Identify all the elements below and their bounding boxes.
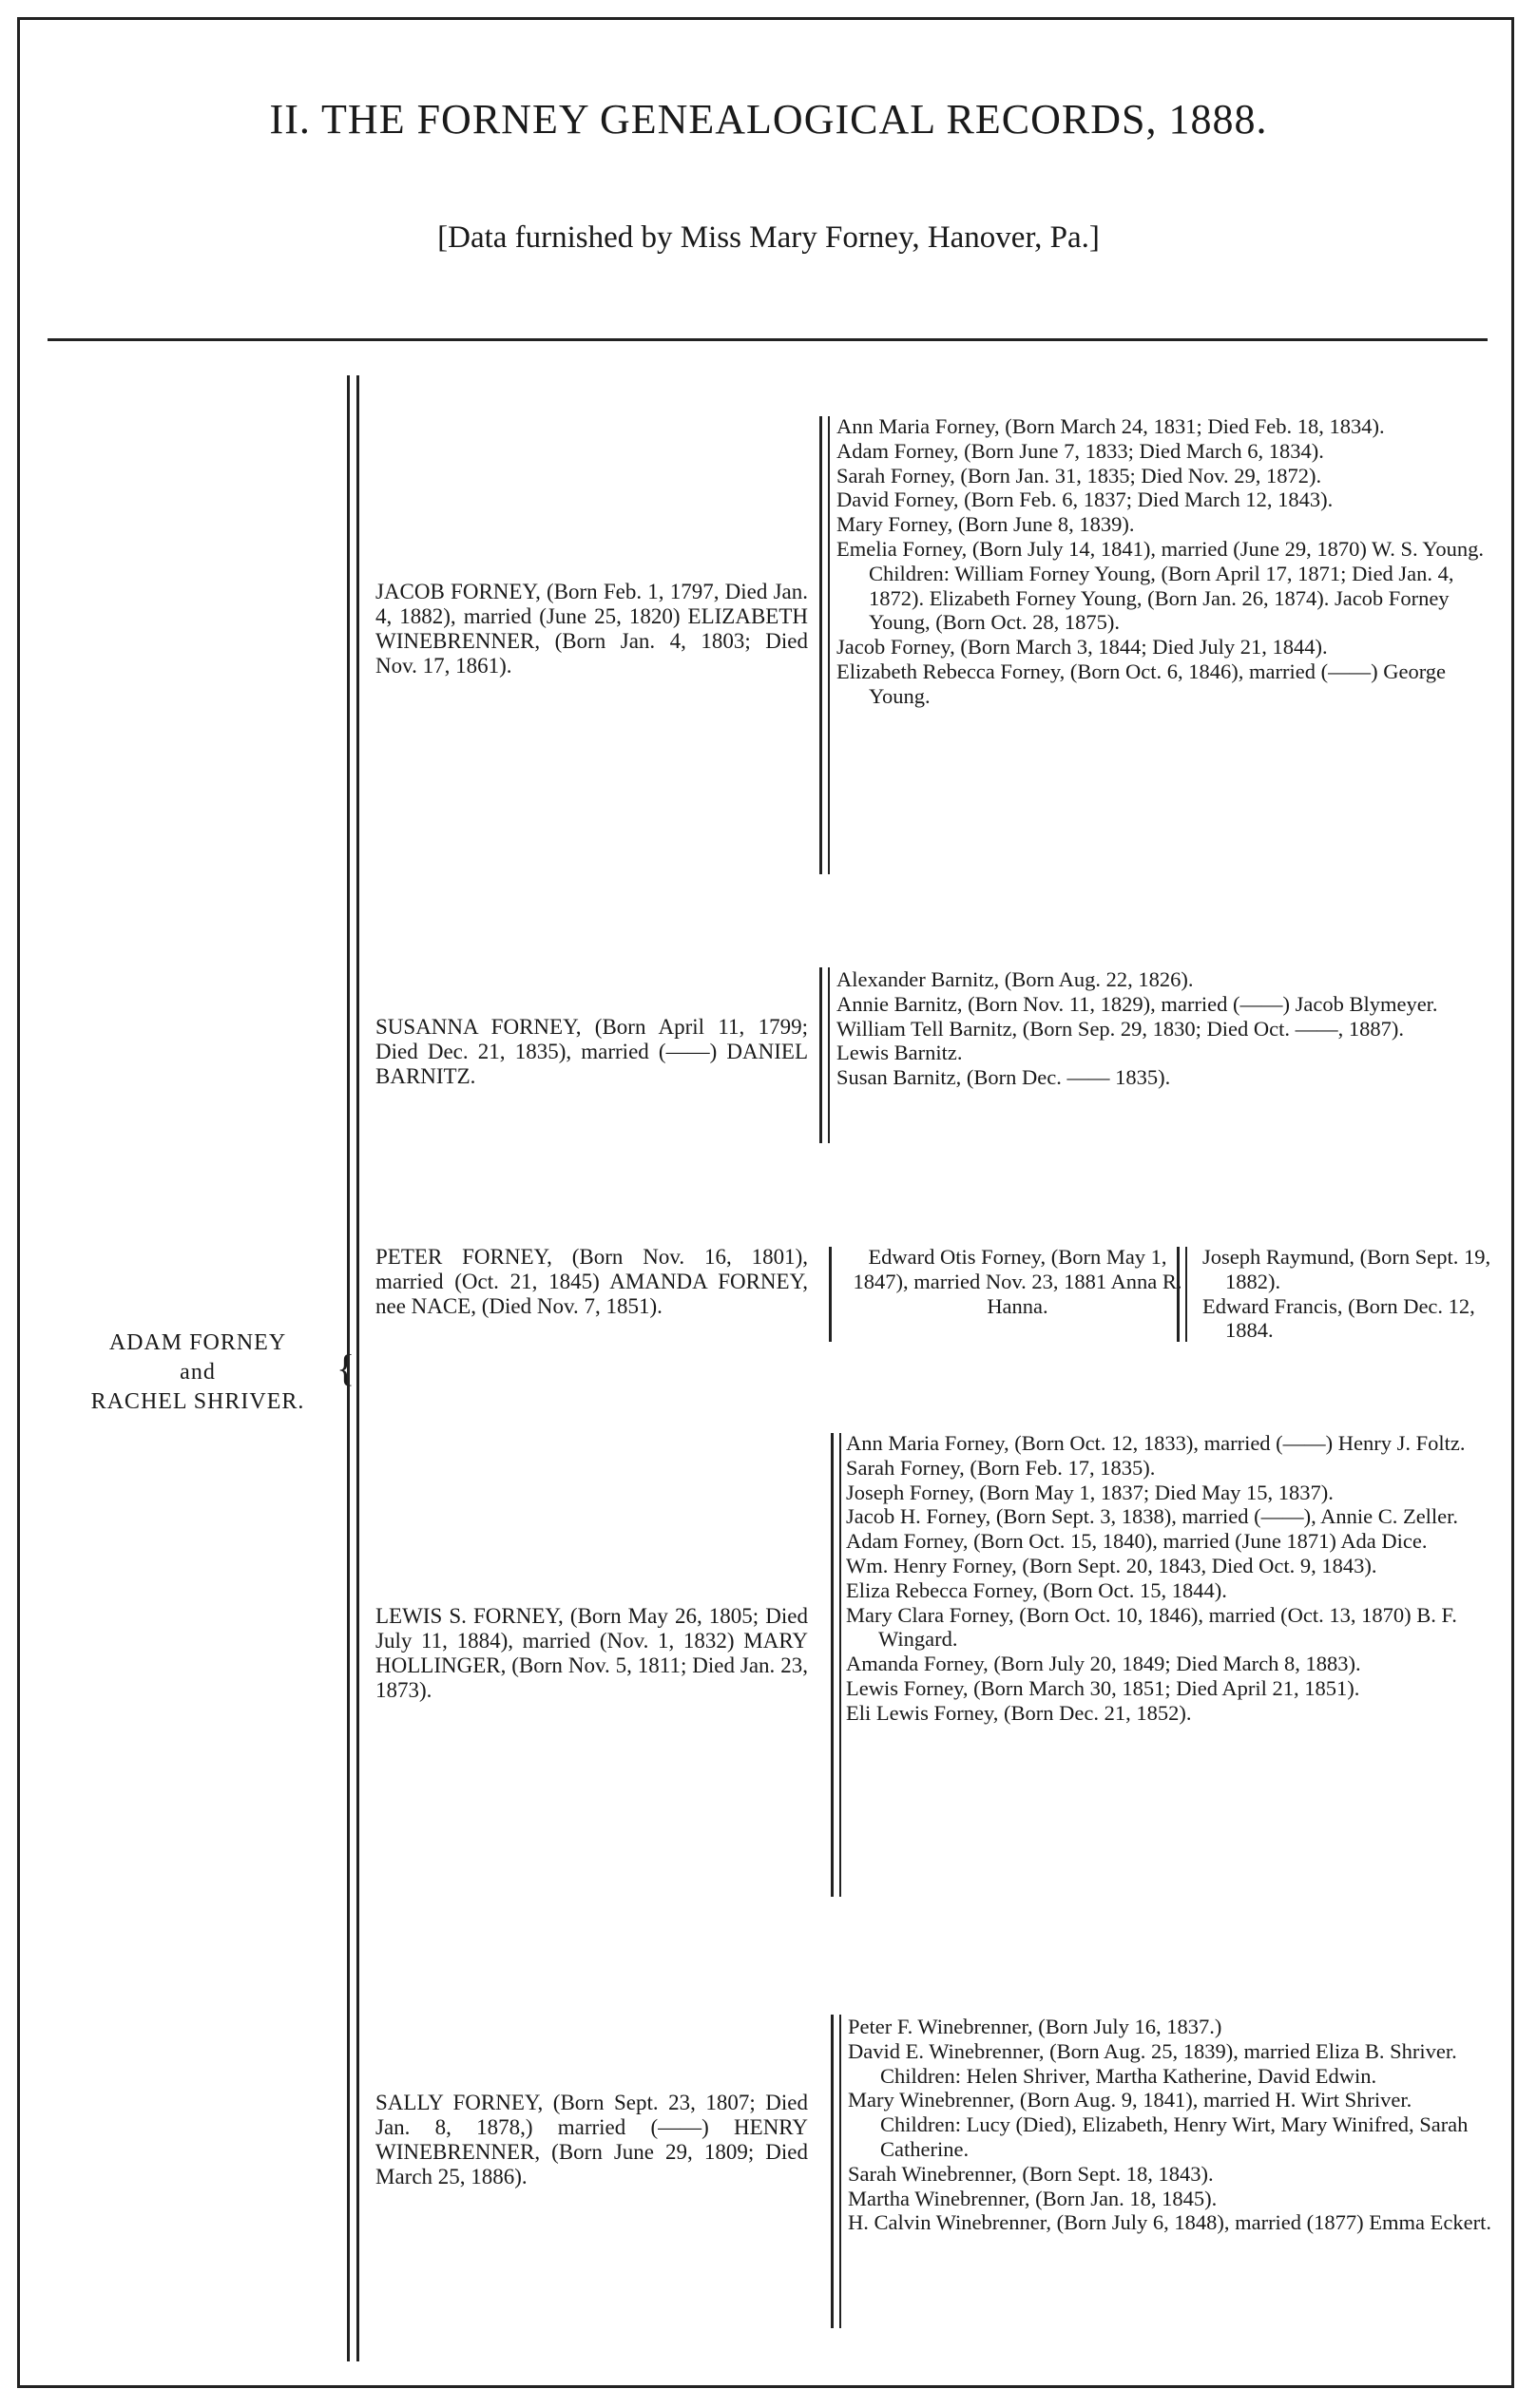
child-jacob-5: Mary Forney, (Born June 8, 1839). <box>836 512 1135 537</box>
child-sally-2: David E. Winebrenner, (Born Aug. 25, 1839), married Eliza B. Shriver. Children: Helen Shriver, Martha Katherine, David Edwin. <box>848 2038 1457 2088</box>
main-bracket <box>347 375 350 2361</box>
page-subtitle: [Data furnished by Miss Mary Forney, Hanover, Pa.] <box>437 220 1100 255</box>
parent-lewis: LEWIS S. FORNEY, (Born May 26, 1805; Died July 11, 1884), married (Nov. 1, 1832) MARY HOLLINGER, (Born Nov. 5, 1811; Died Jan. 23, 1873). <box>375 1604 808 1702</box>
bracket-jacob <box>819 416 830 874</box>
grandchildren-peter <box>1202 1245 1497 1343</box>
parent-peter: PETER FORNEY, (Born Nov. 16, 1801), married (Oct. 21, 1845) AMANDA FORNEY, nee NACE, (Died Nov. 7, 1851). <box>375 1245 808 1318</box>
child-susanna-4: Lewis Barnitz. <box>836 1041 963 1065</box>
grandchild-peter-1: Joseph Raymund, (Born Sept. 19, 1882). <box>1202 1245 1491 1293</box>
child-jacob-3: Sarah Forney, (Born Jan. 31, 1835; Died Nov. 29, 1872). <box>836 463 1322 487</box>
child-jacob-6: Emelia Forney, (Born July 14, 1841), married (June 29, 1870) W. S. Young. Children: William Forney Young, (Born April 17, 1871; Died Jan. 4, 1872). Elizabeth Forney Young, (Born Jan. 26, 1874). Jacob Forney Young, (Born Oct. 28, 1875). <box>836 536 1484 635</box>
child-susanna-5: Susan Barnitz, (Born Dec. —— 1835). <box>836 1065 1171 1090</box>
bracket-peter-grandchildren <box>1177 1247 1187 1342</box>
bracket-peter <box>829 1247 832 1342</box>
bracket-lewis <box>831 1433 841 1897</box>
parent-susanna: SUSANNA FORNEY, (Born April 11, 1799; Died Dec. 21, 1835), married (——) DANIEL BARNITZ. <box>375 1015 808 1088</box>
parent-sally: SALLY FORNEY, (Born Sept. 23, 1807; Died Jan. 8, 1878,) married (——) HENRY WINEBRENNER, (Born June 29, 1809; Died March 25, 1886). <box>375 2091 808 2188</box>
bracket-susanna <box>819 967 830 1143</box>
child-lewis-3: Joseph Forney, (Born May 1, 1837; Died May 15, 1837). <box>846 1480 1334 1504</box>
child-susanna-3: William Tell Barnitz, (Born Sep. 29, 1830; Died Oct. ——, 1887). <box>836 1016 1405 1041</box>
child-lewis-2: Sarah Forney, (Born Feb. 17, 1835). <box>846 1455 1156 1480</box>
child-lewis-9: Amanda Forney, (Born July 20, 1849; Died March 8, 1883). <box>846 1652 1361 1676</box>
child-jacob-2: Adam Forney, (Born June 7, 1833; Died March 6, 1834). <box>836 438 1324 463</box>
children-lewis <box>846 1431 1492 1726</box>
child-lewis-7: Eliza Rebecca Forney, (Born Oct. 15, 1844). <box>846 1577 1227 1602</box>
child-lewis-5: Adam Forney, (Born Oct. 15, 1840), married (June 1871) Ada Dice. <box>846 1529 1428 1554</box>
parent-jacob: JACOB FORNEY, (Born Feb. 1, 1797, Died Jan. 4, 1882), married (June 25, 1820) ELIZABETH WINEBRENNER, (Born Jan. 4, 1803; Died Nov. 17, 1861). <box>375 580 808 678</box>
child-jacob-4: David Forney, (Born Feb. 6, 1837; Died March 12, 1843). <box>836 487 1334 512</box>
child-sally-5: Martha Winebrenner, (Born Jan. 18, 1845). <box>848 2186 1218 2210</box>
child-susanna-2: Annie Barnitz, (Born Nov. 11, 1829), married (——) Jacob Blymeyer. <box>836 991 1438 1016</box>
child-lewis-11: Eli Lewis Forney, (Born Dec. 21, 1852). <box>846 1700 1192 1725</box>
child-jacob-1: Ann Maria Forney, (Born March 24, 1831; Died Feb. 18, 1834). <box>836 414 1385 438</box>
child-peter: Edward Otis Forney, (Born May 1, 1847), married Nov. 23, 1881 Anna R. Hanna. <box>853 1245 1182 1318</box>
child-sally-4: Sarah Winebrenner, (Born Sept. 18, 1843). <box>848 2161 1214 2186</box>
children-susanna <box>836 967 1492 1090</box>
root-and: and <box>180 1360 216 1385</box>
root-ancestors <box>55 1328 340 1417</box>
header-divider <box>48 338 1488 341</box>
child-lewis-8: Mary Clara Forney, (Born Oct. 10, 1846), married (Oct. 13, 1870) B. F. Wingard. <box>846 1602 1457 1652</box>
child-lewis-6: Wm. Henry Forney, (Born Sept. 20, 1843, Died Oct. 9, 1843). <box>846 1553 1377 1577</box>
root-name-2: RACHEL SHRIVER. <box>90 1389 305 1414</box>
child-sally-3: Mary Winebrenner, (Born Aug. 9, 1841), married H. Wirt Shriver. Children: Lucy (Died), Elizabeth, Henry Wirt, Mary Winifred, Sarah Catherine. <box>848 2088 1469 2161</box>
children-jacob <box>836 414 1492 709</box>
main-bracket-inner <box>356 375 359 2361</box>
child-lewis-10: Lewis Forney, (Born March 30, 1851; Died April 21, 1851). <box>846 1675 1360 1700</box>
child-jacob-7: Jacob Forney, (Born March 3, 1844; Died July 21, 1844). <box>836 635 1328 659</box>
child-susanna-1: Alexander Barnitz, (Born Aug. 22, 1826). <box>836 967 1194 991</box>
child-lewis-1: Ann Maria Forney, (Born Oct. 12, 1833), married (——) Henry J. Foltz. <box>846 1431 1466 1455</box>
grandchild-peter-2: Edward Francis, (Born Dec. 12, 1884. <box>1202 1293 1475 1343</box>
children-sally <box>848 2015 1492 2235</box>
child-sally-6: H. Calvin Winebrenner, (Born July 6, 1848), married (1877) Emma Eckert. <box>848 2210 1491 2235</box>
root-brace: { <box>336 1347 355 1389</box>
root-name-1: ADAM FORNEY <box>108 1330 287 1355</box>
bracket-sally <box>831 2015 841 2328</box>
page-title: II. THE FORNEY GENEALOGICAL RECORDS, 1888. <box>269 96 1268 143</box>
child-sally-1: Peter F. Winebrenner, (Born July 16, 1837.) <box>848 2015 1222 2038</box>
child-lewis-4: Jacob H. Forney, (Born Sept. 3, 1838), married (——), Annie C. Zeller. <box>846 1504 1459 1529</box>
child-jacob-8: Elizabeth Rebecca Forney, (Born Oct. 6, 1846), married (——) George Young. <box>836 659 1447 708</box>
